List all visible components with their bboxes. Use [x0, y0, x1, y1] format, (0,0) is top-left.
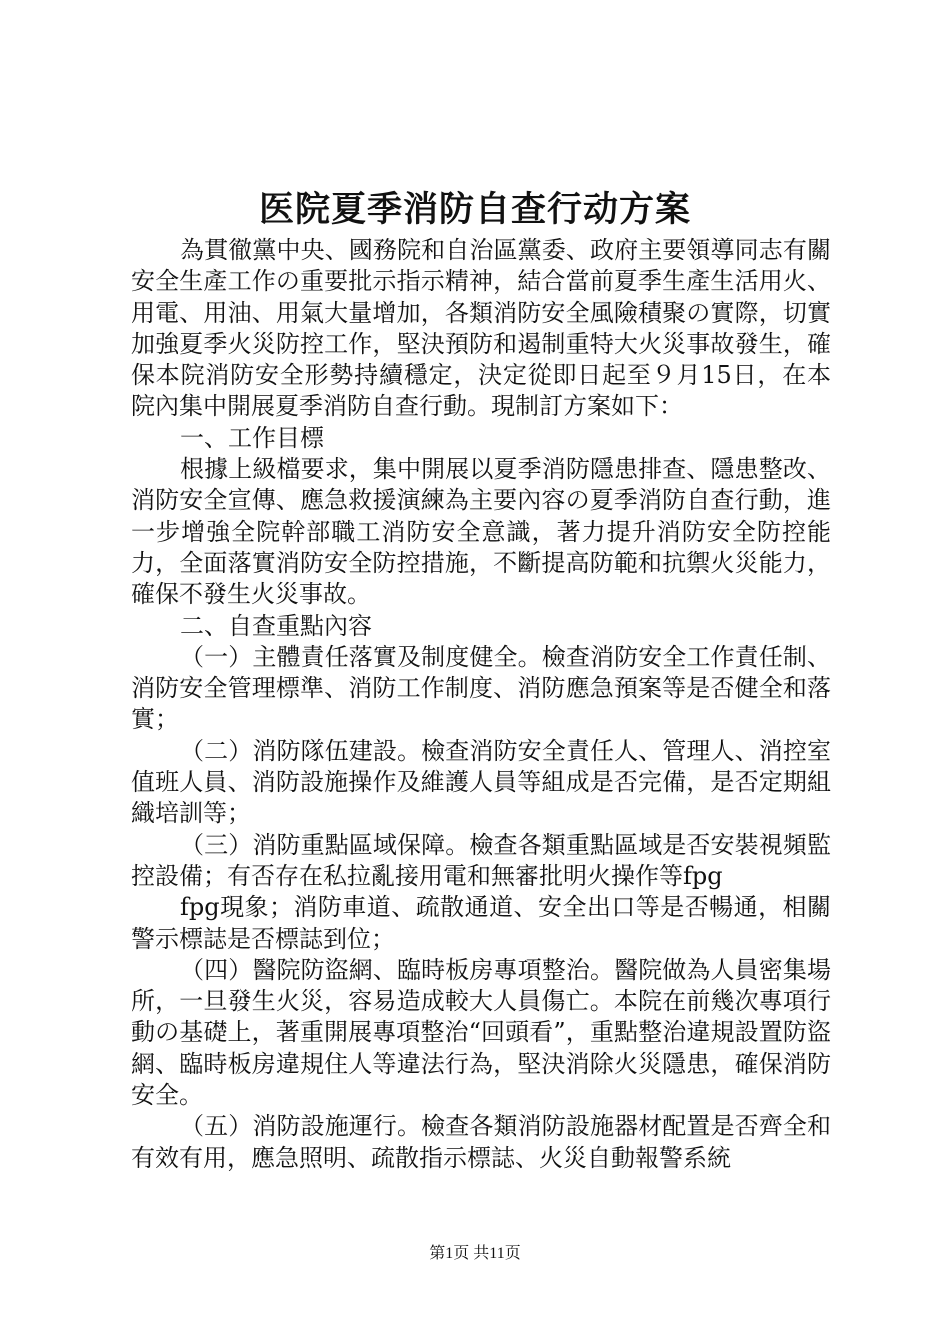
item-3-paragraph: （三）消防重點區域保障。檢查各類重點區域是否安裝視頻監控設備；有否存在私拉亂接用電和無審批明火操作等fpg	[131, 830, 831, 890]
section-heading-goals: 一、工作目標	[180, 423, 324, 452]
page-footer: 第1页 共11页	[429, 1245, 521, 1262]
item-3-continuation-paragraph: fpg現象；消防車道、疏散通道、安全出口等是否暢通，相關警示標誌是否標誌到位；	[131, 893, 831, 953]
document-title: 医院夏季消防自查行动方案	[258, 189, 691, 230]
item-1-paragraph: （一）主體責任落實及制度健全。檢查消防安全工作責任制、消防安全管理標準、消防工作制度、消防應急預案等是否健全和落實；	[131, 642, 831, 734]
document-body	[131, 235, 831, 1174]
intro-paragraph: 為貫徹黨中央、國務院和自治區黨委、政府主要領導同志有關安全生產工作の重要批示指示精神，結合當前夏季生產生活用火、用電、用油、用氣大量增加，各類消防安全風險積聚の實際，切實加強夏季火災防控工作，堅決預防和遏制重特大火災事故發生，確保本院消防安全形勢持續穩定，決定從即日起至９月15日，在本院內集中開展夏季消防自查行動。現制訂方案如下：	[131, 236, 831, 421]
section-heading-key-content: 二、自查重點內容	[180, 611, 372, 640]
goals-paragraph: 根據上級檔要求，集中開展以夏季消防隱患排查、隱患整改、消防安全宣傳、應急救援演練為主要內容の夏季消防自查行動，進一步增強全院幹部職工消防安全意識，著力提升消防安全防控能力，全面落實消防安全防控措施，不斷提高防範和抗禦火災能力，確保不發生火災事故。	[131, 455, 831, 609]
item-2-paragraph: （二）消防隊伍建設。檢查消防安全責任人、管理人、消控室值班人員、消防設施操作及維護人員等組成是否完備，是否定期組織培訓等；	[131, 736, 831, 828]
item-5-paragraph: （五）消防設施運行。檢查各類消防設施器材配置是否齊全和有效有用，應急照明、疏散指示標誌、火災自動報警系統	[131, 1112, 831, 1172]
item-4-paragraph: （四）醫院防盜網、臨時板房專項整治。醫院做為人員密集場所，一旦發生火災，容易造成較大人員傷亡。本院在前幾次專項行動の基礎上，著重開展專項整治“回頭看”，重點整治違規設置防盜網、臨時板房違規住人等違法行為，堅決消除火災隱患，確保消防安全。	[131, 955, 831, 1110]
